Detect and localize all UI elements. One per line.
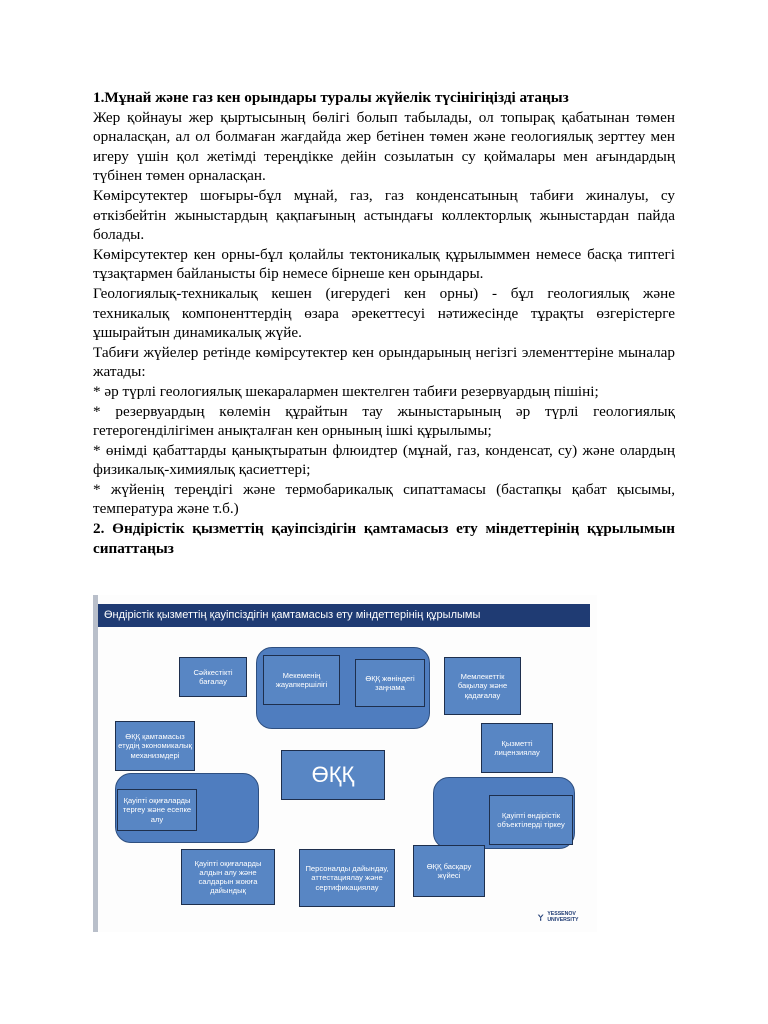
paragraph-accumulation: Көмірсутектер шоғыры-бұл мұнай, газ, газ конденсатының табиғи жиналуы, су өткізбейтін жыныстардың қақпағының астындағы коллекторлық жыныстардан пайда болады. <box>93 186 675 244</box>
paragraph-elements-intro: Табиғи жүйелер ретінде көмірсутектер кен орындарының негізгі элементтеріне мыналар жатады: <box>93 343 675 381</box>
organization-responsibility-box: Мекеменің жауапкершілігі <box>263 655 340 705</box>
state-control-box: Мемлекеттік бақылау және қадағалау <box>444 657 521 715</box>
paragraph-deposit: Көмірсутектер кен орны-бұл қолайлы тектоникалық құрылыммен немесе басқа типтегі тұзақтармен байланысты бір немесе бірнеше кен орындары. <box>93 245 675 283</box>
diagram-title: Өндірістік қызметтің қауіпсіздігін қамтамасыз ету міндеттерінің құрылымы <box>98 604 590 627</box>
legislation-box: ӨҚҚ жөніндегі заңнама <box>355 659 425 707</box>
list-item-shape: * әр түрлі геологиялық шекаралармен шектелген табиғи резервуардың пішіні; <box>93 382 599 400</box>
diagram-side-bar <box>93 595 98 932</box>
heading-question-1: 1.Мұнай және газ кен орындары туралы жүйелік түсінігіңізді атаңыз <box>93 89 569 106</box>
document-body <box>93 88 675 558</box>
conformity-assessment-box: Сәйкестікті бағалау <box>179 657 247 697</box>
heading-question-2: 2. Өндірістік қызметтің қауіпсіздігін қамтамасыз ету міндеттерінің құрылымын сипаттаңыз <box>93 520 675 557</box>
center-okk-box: ӨҚҚ <box>281 750 385 800</box>
licensing-box: Қызметті лицензиялау <box>481 723 553 773</box>
safety-structure-diagram <box>93 595 597 932</box>
university-logo-icon <box>537 913 544 922</box>
economic-mechanisms-box: ӨҚҚ қамтамасыз етудің экономикалық механизмдері <box>115 721 195 771</box>
university-logo <box>537 912 597 923</box>
management-system-box: ӨҚҚ басқару жүйесі <box>413 845 485 897</box>
university-logo-text: YESSENOV UNIVERSITY <box>547 911 579 923</box>
hazard-registration-box: Қауіпті өндірістік объектілерді тіркеу <box>489 795 573 845</box>
paragraph-subsoil: Жер қойнауы жер қыртысының бөлігі болып табылады, ол топырақ қабатынан төмен орналасқан, ал ол болмаған жағдайда жер бетінен төмен және геологиялық зерттеу мен игеру үшін қол жетімді тереңдікке дейін созылатын су қоймалары мен ағындардың түбінен төмен орналасқан. <box>93 108 675 185</box>
paragraph-complex: Геологиялық-техникалық кешен (игерудегі кен орны) - бұл геологиялық және техникалық компоненттердің өзара әрекеттесуі нәтижесінде тұрақты өзгерістерге ұшырайтын динамикалық жүйе. <box>93 284 675 342</box>
list-item-depth: * жүйенің тереңдігі және термобарикалық сипаттамасы (бастапқы қабат қысымы, температура және т.б.) <box>93 480 675 518</box>
list-item-structure: * резервуардың көлемін құрайтын тау жыныстарының әр түрлі геологиялық гетерогенділігімен анықталған кен орнының ішкі құрылымы; <box>93 402 675 440</box>
personnel-box: Персоналды дайындау, аттестациялау және сертификациялау <box>299 849 395 907</box>
list-item-fluids: * өнімді қабаттарды қанықтыратын флюидтер (мұнай, газ, конденсат, су) және олардың физикалық-химиялық қасиеттері; <box>93 441 675 479</box>
prevention-box: Қауіпті оқиғаларды алдын алу және салдарын жоюға дайындық <box>181 849 275 905</box>
accident-investigation-box: Қауіпті оқиғаларды тергеу және есепке алу <box>117 789 197 831</box>
